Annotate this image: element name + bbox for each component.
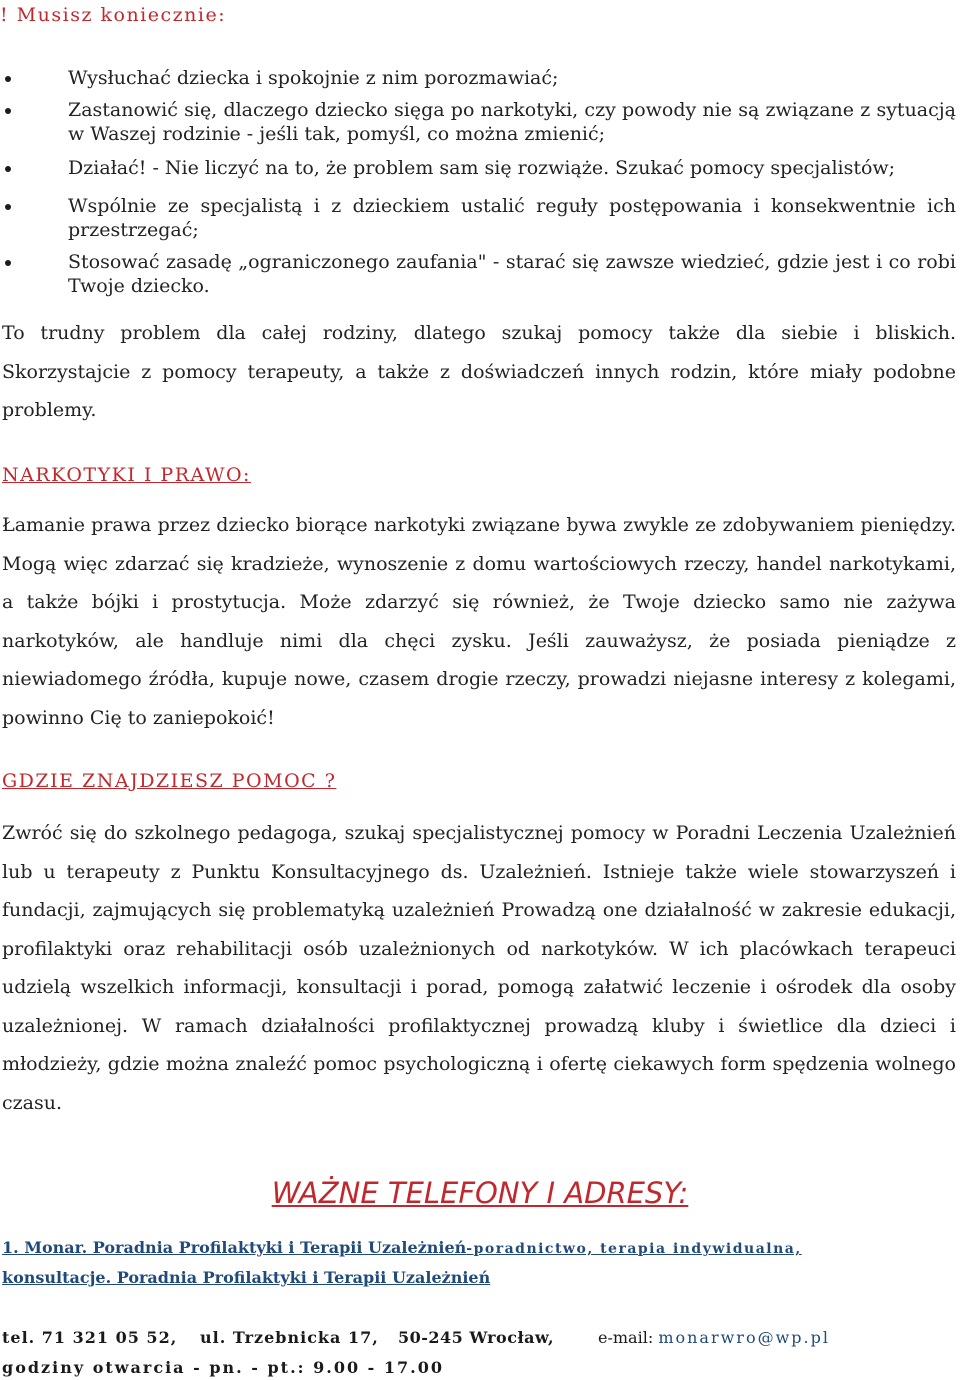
section-heading-must: ! Musisz koniecznie: bbox=[0, 4, 227, 26]
list-item-text: Wspólnie ze specjalistą i z dzieckiem ustalić reguły postępowania i konsekwentnie ich przestrzegać; bbox=[68, 195, 956, 241]
bullet-icon bbox=[5, 204, 11, 210]
contact-entry-line-2 bbox=[2, 1268, 490, 1287]
contact-services-text: -poradnictwo, terapia indywidualna, bbox=[466, 1241, 802, 1257]
contact-hours: godziny otwarcia - pn. - pt.: 9.00 - 17.00 bbox=[2, 1358, 444, 1377]
contact-phone: tel. 71 321 05 52, bbox=[2, 1328, 178, 1347]
bullet-icon bbox=[5, 108, 11, 114]
help-paragraph: Zwróć się do szkolnego pedagoga, szukaj specjalistycznej pomocy w Poradni Leczenia Uzależnień lub u terapeuty z Punktu Konsultacyjnego ds. Uzależnień. Istnieje także wiele stowarzyszeń i fundacji, zajmujących się problematyką uzależnień Prowadzą one działalność w zakresie edukacji, profilaktyki oraz rehabilitacji osób uzależnionych od narkotyków. W ich placówkach terapeuci udzielą wszelkich informacji, konsultacji i porad, pomogą załatwić leczenie i ośrodek dla osoby uzależnionej. W ramach działalności profilaktycznej prowadzą kluby i świetlice dla dzieci i młodzieży, gdzie można znaleźć pomoc psychologiczną i ofertę ciekawych form spędzenia wolnego czasu. bbox=[2, 822, 956, 1114]
family-help-paragraph: To trudny problem dla całej rodziny, dlatego szukaj pomocy także dla siebie i bliskich. Skorzystajcie z pomocy terapeuty, a także z doświadczeń innych rodzin, które miały podobne problemy. bbox=[2, 322, 956, 421]
list-item-text: Zastanowić się, dlaczego dziecko sięga po narkotyki, czy powody nie są związane z sytuacją w Waszej rodzinie - jeśli tak, pomyśl, co można zmienić; bbox=[68, 99, 956, 145]
contacts-heading: WAŻNE TELEFONY I ADRESY: bbox=[271, 1176, 689, 1210]
list-item-text: Działać! - Nie liczyć na to, że problem sam się rozwiąże. Szukać pomocy specjalistów; bbox=[68, 157, 896, 179]
bullet-icon bbox=[5, 260, 11, 266]
contact-street: ul. Trzebnicka 17, bbox=[200, 1328, 379, 1347]
contact-email-row bbox=[598, 1328, 830, 1347]
contact-organization-link-2[interactable]: konsultacje. Poradnia Profilaktyki i Terapii Uzależnień bbox=[2, 1268, 491, 1287]
bullet-icon bbox=[5, 166, 11, 172]
section-heading-law: NARKOTYKI I PRAWO: bbox=[2, 464, 251, 486]
section-heading-help: GDZIE ZNAJDZIESZ POMOC ? bbox=[2, 770, 337, 792]
law-paragraph: Łamanie prawa przez dziecko biorące narkotyki związane bywa zwykle ze zdobywaniem pieniędzy. Mogą więc zdarzać się kradzieże, wynoszenie z domu wartościowych rzeczy, handel narkotykami, a także bójki i prostytucja. Może zdarzyć się również, że Twoje dziecko samo nie zażywa narkotyków, ale handluje nimi dla chęci zysku. Jeśli zauważysz, że posiada pieniądze z niewiadomego źródła, kupuje nowe, czasem drogie rzeczy, prowadzi niejasne interesy z kolegami, powinno Cię to zaniepokoić! bbox=[2, 514, 956, 729]
contact-email-link[interactable]: monarwro@wp.pl bbox=[658, 1328, 830, 1347]
bullet-icon bbox=[5, 76, 11, 82]
contact-organization-link[interactable]: 1. Monar. Poradnia Profilaktyki i Terapii Uzależnień bbox=[2, 1238, 467, 1257]
contact-entry-line-1 bbox=[2, 1238, 958, 1257]
list-item-text: Wysłuchać dziecka i spokojnie z nim porozmawiać; bbox=[68, 67, 559, 89]
contact-email-label: e-mail: bbox=[598, 1328, 654, 1347]
list-item-text: Stosować zasadę „ograniczonego zaufania" - starać się zawsze wiedzieć, gdzie jest i co robi Twoje dziecko. bbox=[68, 251, 956, 297]
contact-city: 50-245 Wrocław, bbox=[398, 1328, 555, 1347]
